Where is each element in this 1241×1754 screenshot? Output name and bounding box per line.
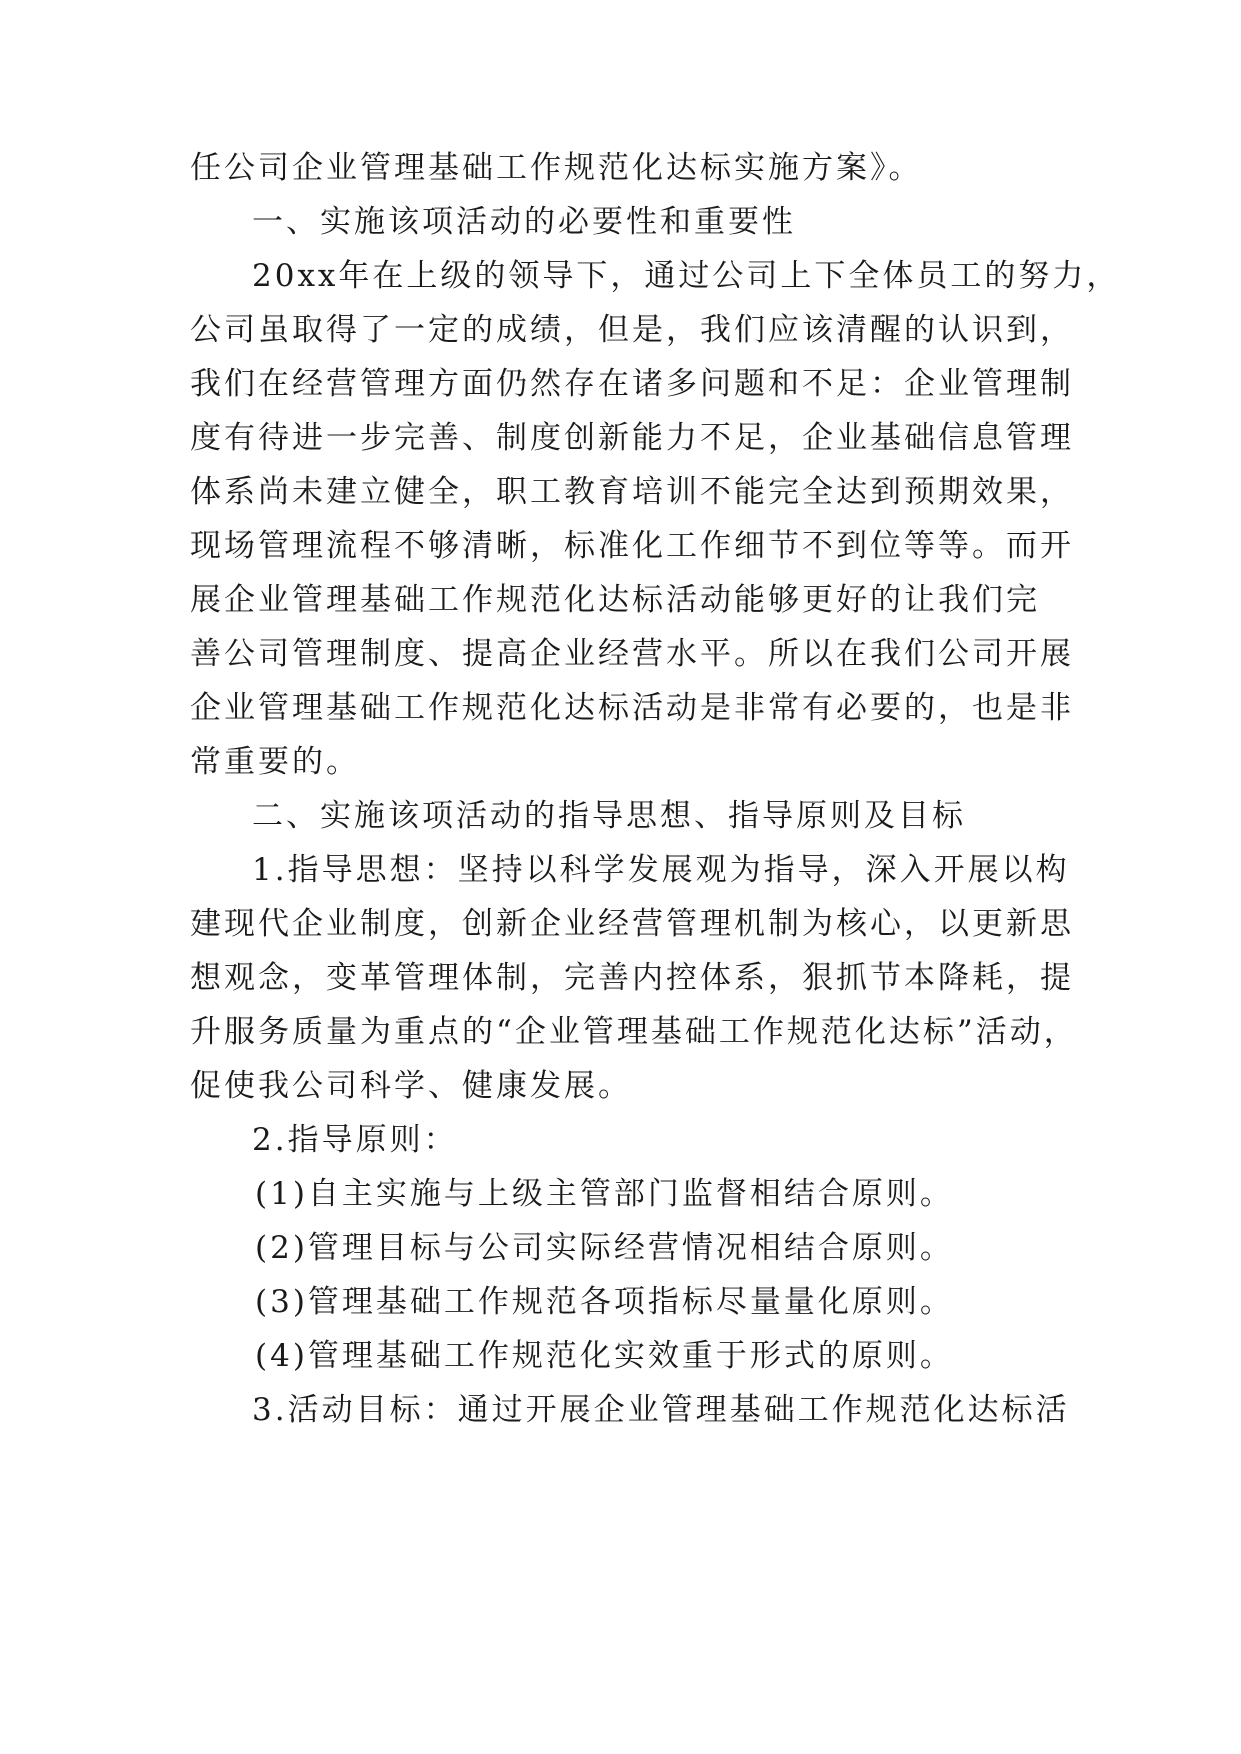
text-line: 现场管理流程不够清晰，标准化工作细节不到位等等。而开 [190,528,1074,564]
text-line: 展企业管理基础工作规范化达标活动能够更好的让我们完 [190,582,1040,618]
text-line: 3.活动目标：通过开展企业管理基础工作规范化达标活 [252,1392,1070,1428]
text-line: 促使我公司科学、健康发展。 [190,1068,632,1104]
text-line: 升服务质量为重点的“企业管理基础工作规范化达标”活动， [190,1014,1078,1050]
text-line: 体系尚未建立健全，职工教育培训不能完全达到预期效果， [190,474,1074,510]
text-line: 我们在经营管理方面仍然存在诸多问题和不足：企业管理制 [190,366,1074,402]
text-line: 企业管理基础工作规范化达标活动是非常有必要的，也是非 [190,690,1074,726]
text-line: 20xx年在上级的领导下，通过公司上下全体员工的努力， [252,258,1121,294]
list-item: (3)管理基础工作规范各项指标尽量量化原则。 [255,1284,954,1320]
text-line: 公司虽取得了一定的成绩，但是，我们应该清醒的认识到， [190,312,1074,348]
text-line: 度有待进一步完善、制度创新能力不足，企业基础信息管理 [190,420,1074,456]
text-line: 2.指导原则： [252,1122,458,1158]
list-item: (1)自主实施与上级主管部门监督相结合原则。 [255,1176,954,1212]
text-line: 善公司管理制度、提高企业经营水平。所以在我们公司开展 [190,636,1074,672]
text-line: 任公司企业管理基础工作规范化达标实施方案》。 [190,150,923,186]
text-line: 1.指导思想：坚持以科学发展观为指导，深入开展以构 [252,852,1070,888]
text-line: 想观念，变革管理体制，完善内控体系，狠抓节本降耗，提 [190,960,1074,996]
list-item: (4)管理基础工作规范化实效重于形式的原则。 [255,1338,954,1374]
section-heading: 一、实施该项活动的必要性和重要性 [252,204,796,240]
section-heading: 二、实施该项活动的指导思想、指导原则及目标 [252,798,966,834]
text-line: 常重要的。 [190,744,360,780]
text-line: 建现代企业制度，创新企业经营管理机制为核心，以更新思 [190,906,1074,942]
list-item: (2)管理目标与公司实际经营情况相结合原则。 [255,1230,954,1266]
